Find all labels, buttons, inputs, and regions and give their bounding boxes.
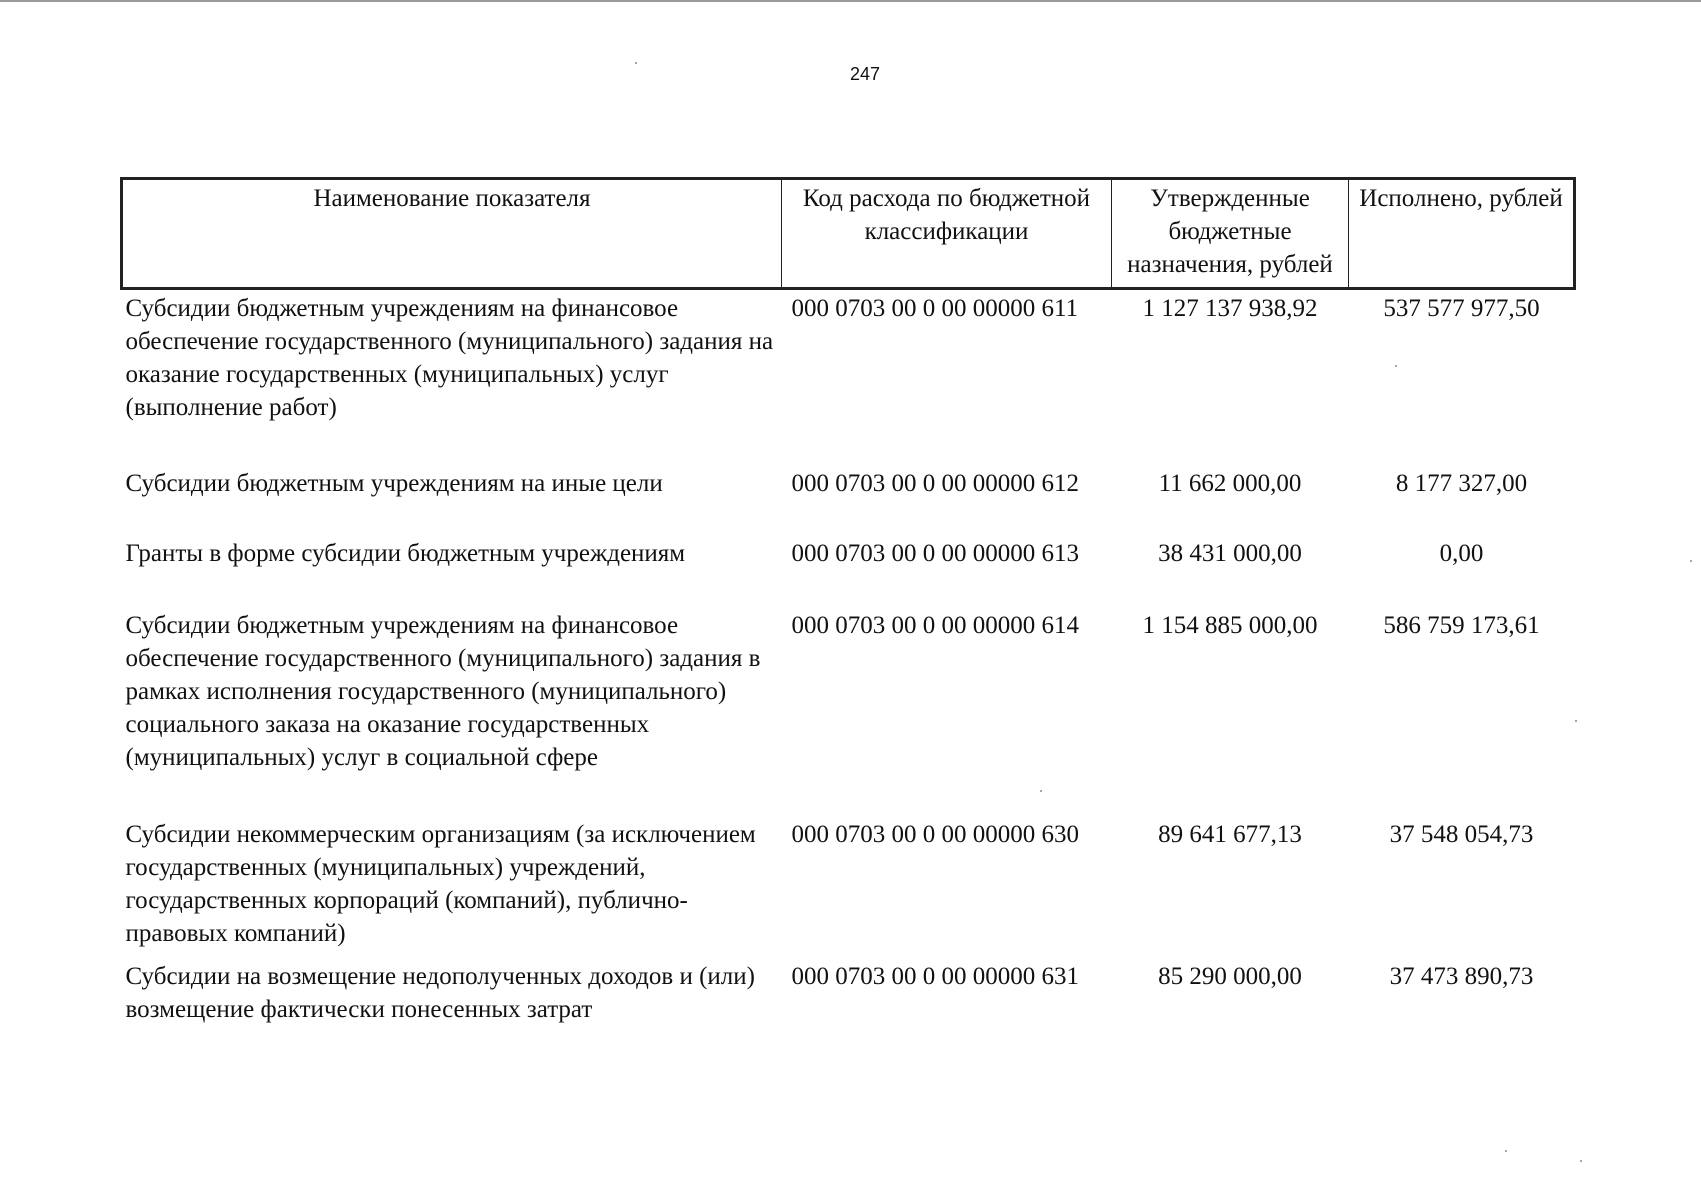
row-approved-amount: 38 431 000,00 <box>1158 540 1302 567</box>
scan-speck <box>1505 1150 1507 1152</box>
row-indicator-name: Субсидии бюджетным учреждениям на иные цели <box>125 470 663 497</box>
scan-speck <box>1575 720 1577 722</box>
row-approved-amount: 85 290 000,00 <box>1158 963 1302 990</box>
header-approved-amount: Утвержденные бюджетные назначения, рублей <box>1112 179 1349 289</box>
row-executed-amount: 586 759 173,61 <box>1383 612 1540 639</box>
row-budget-code: 000 0703 00 0 00 00000 630 <box>791 821 1079 848</box>
budget-execution-table <box>120 177 1576 1030</box>
row-indicator-name: Гранты в форме субсидии бюджетным учреждениям <box>125 540 686 567</box>
row-indicator-name: Субсидии некоммерческим организациям (за исключением государственных (муниципальных) учреждений, государственных корпораций (компаний), публично-правовых компаний) <box>125 821 756 947</box>
row-budget-code: 000 0703 00 0 00 00000 612 <box>791 470 1079 497</box>
scan-top-edge <box>0 0 1701 5</box>
header-row <box>122 179 1575 289</box>
row-executed-amount: 8 177 327,00 <box>1395 470 1528 497</box>
row-approved-amount: 1 154 885 000,00 <box>1142 612 1318 639</box>
page-number: 247 <box>849 64 881 84</box>
row-budget-code: 000 0703 00 0 00 00000 613 <box>791 540 1079 567</box>
scan-speck <box>1040 790 1042 792</box>
row-approved-amount: 1 127 137 938,92 <box>1142 295 1318 322</box>
header-indicator-name: Наименование показателя <box>122 179 782 289</box>
row-indicator-name: Субсидии на возмещение недополученных доходов и (или) возмещение фактически понесенных затрат <box>125 963 755 1023</box>
table-row <box>122 607 1575 816</box>
row-executed-amount: 0,00 <box>1439 540 1484 567</box>
scan-speck <box>635 62 637 64</box>
table-header <box>122 179 1575 289</box>
table-row <box>122 535 1575 607</box>
scan-speck <box>1580 1160 1582 1162</box>
row-indicator-name: Субсидии бюджетным учреждениям на финансовое обеспечение государственного (муниципального) задания в рамках исполнения государственного (муниципального) социального заказа на оказание государственных (муниципальных) услуг в социальной сфере <box>125 612 761 771</box>
table-row <box>122 958 1575 1030</box>
row-executed-amount: 537 577 977,50 <box>1383 295 1540 322</box>
table-body <box>122 289 1575 1031</box>
scan-speck <box>1690 560 1692 562</box>
row-approved-amount: 11 662 000,00 <box>1158 470 1302 497</box>
table-row <box>122 465 1575 535</box>
row-executed-amount: 37 548 054,73 <box>1389 821 1534 848</box>
table-row <box>122 289 1575 466</box>
scan-speck <box>1395 365 1397 367</box>
row-budget-code: 000 0703 00 0 00 00000 614 <box>791 612 1079 639</box>
row-executed-amount: 37 473 890,73 <box>1389 963 1534 990</box>
row-indicator-name: Субсидии бюджетным учреждениям на финансовое обеспечение государственного (муниципального) задания на оказание государственных (муниципальных) услуг (выполнение работ) <box>125 295 774 421</box>
header-budget-code: Код расхода по бюджетной классификации <box>782 179 1112 289</box>
table-row <box>122 816 1575 958</box>
row-approved-amount: 89 641 677,13 <box>1158 821 1302 848</box>
header-executed-amount: Исполнено, рублей <box>1349 179 1575 289</box>
row-budget-code: 000 0703 00 0 00 00000 611 <box>791 295 1079 322</box>
row-budget-code: 000 0703 00 0 00 00000 631 <box>791 963 1079 990</box>
